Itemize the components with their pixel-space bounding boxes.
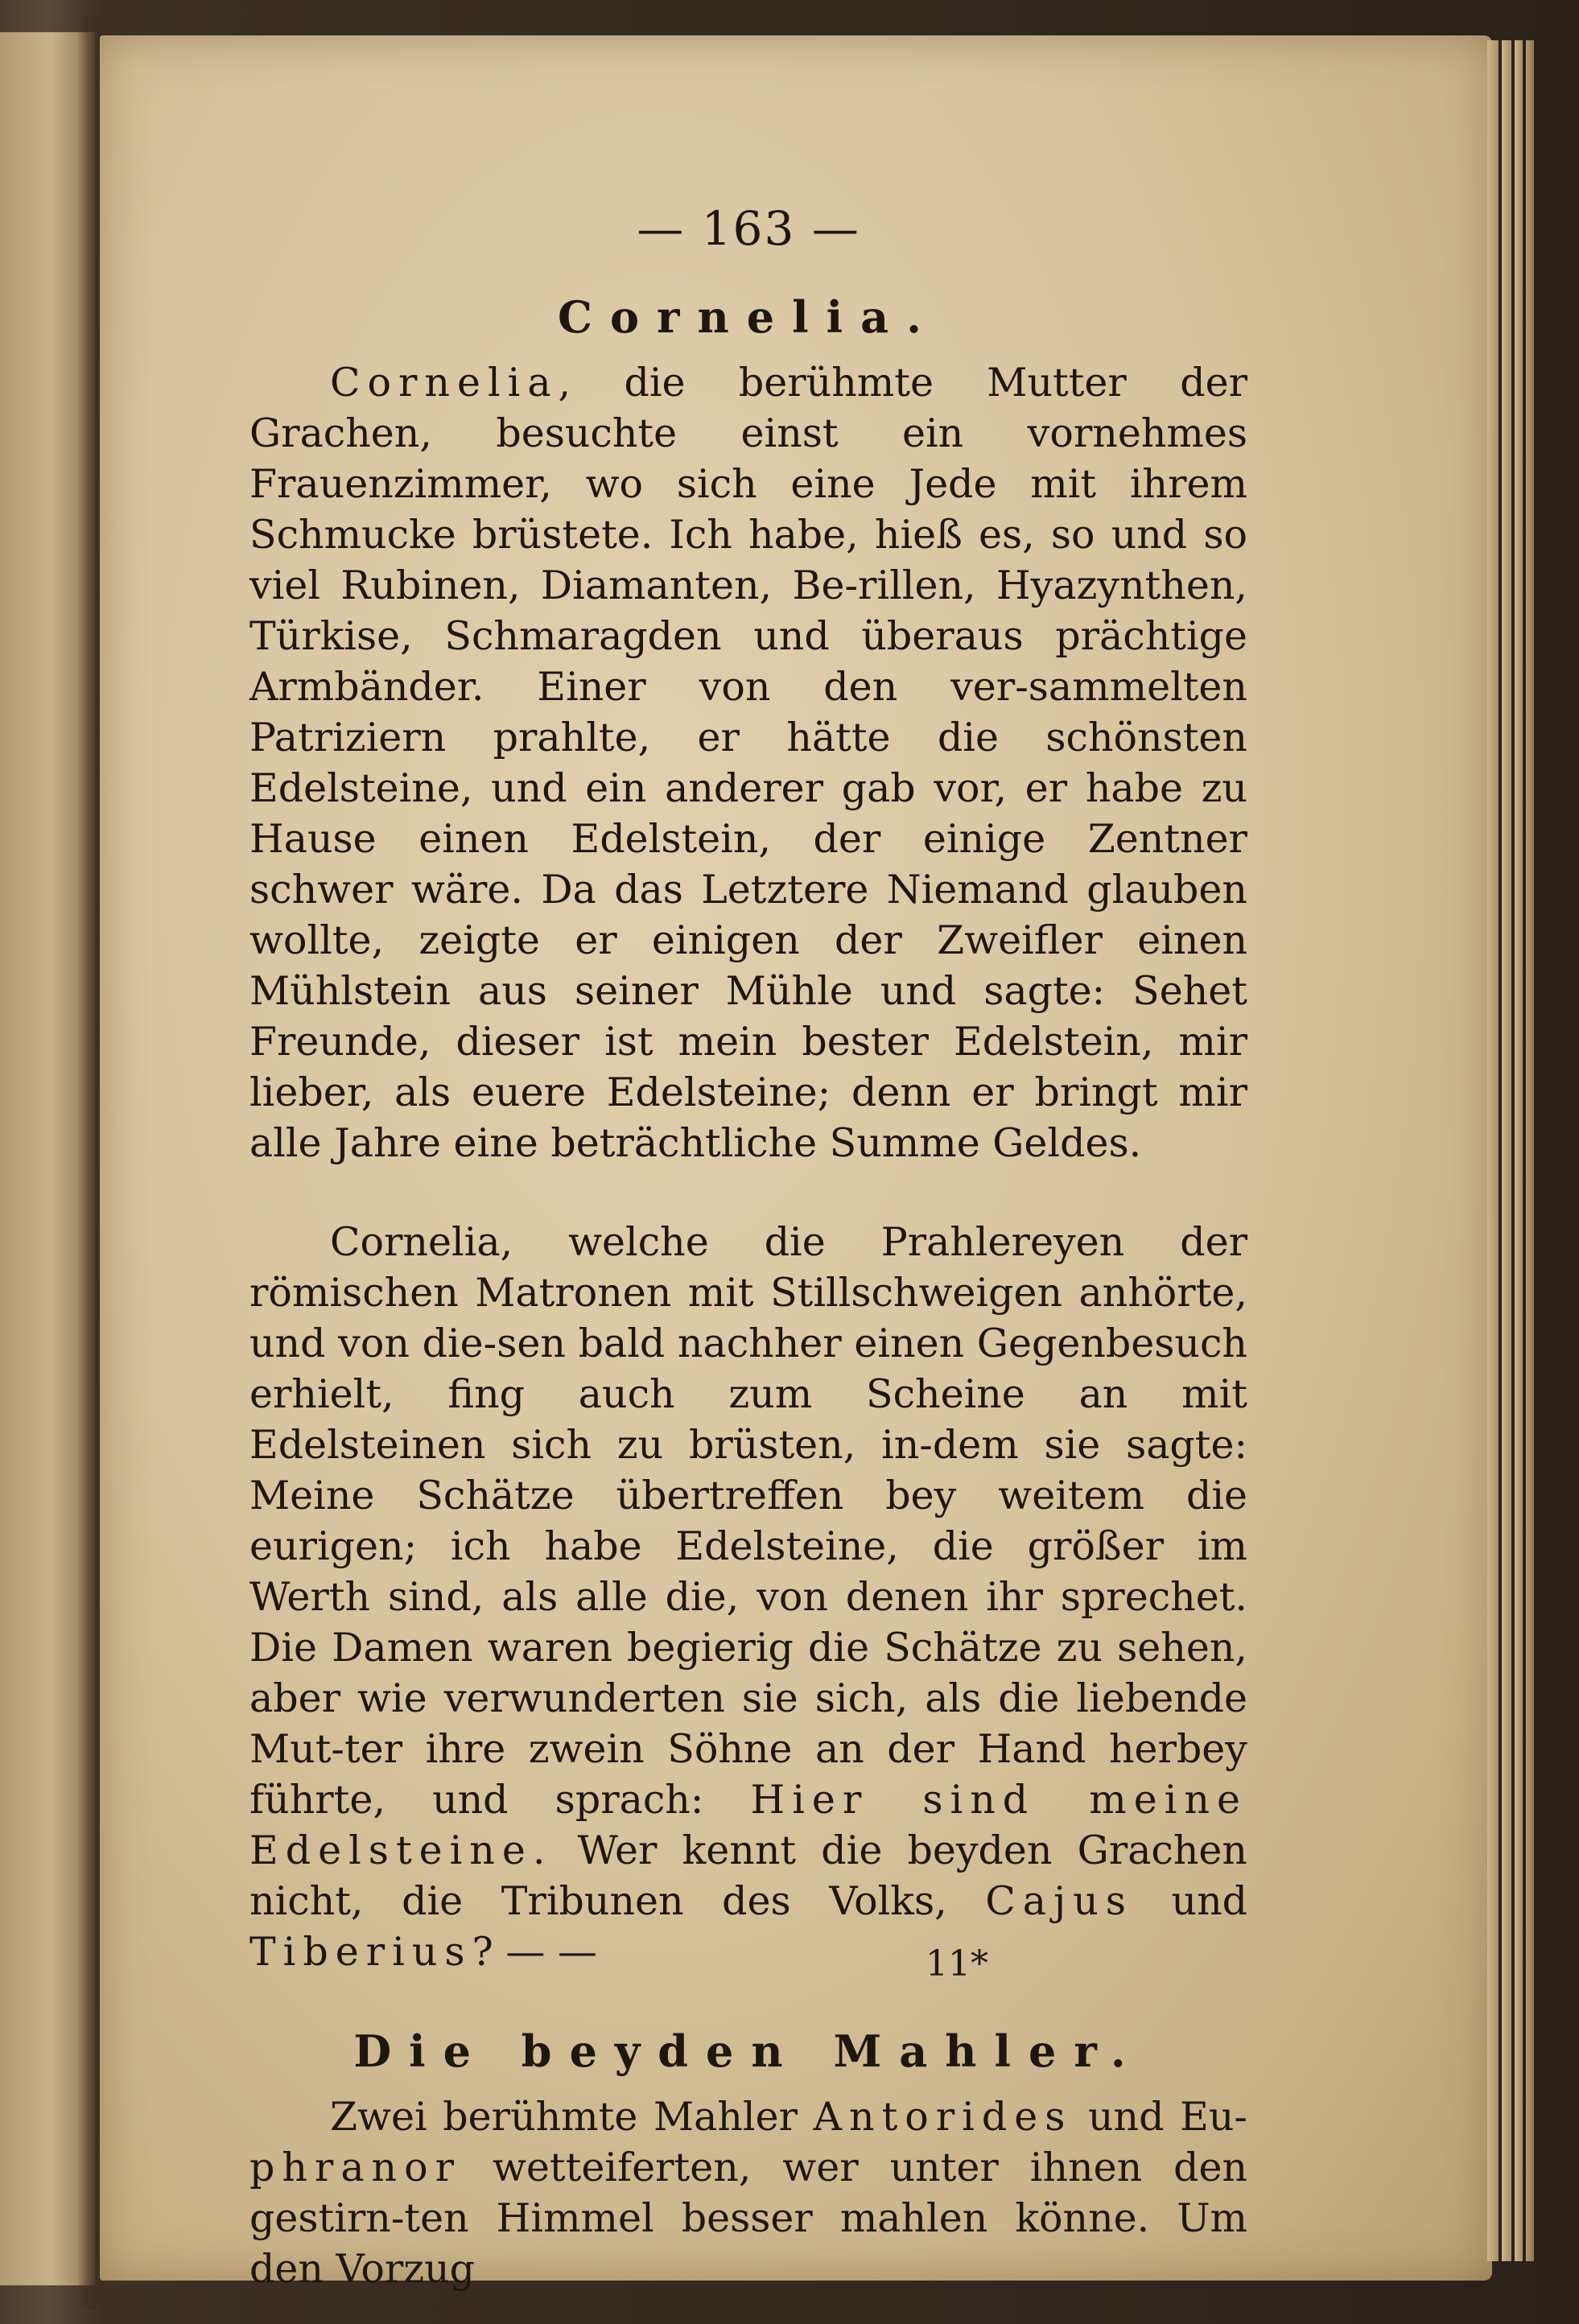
page-edge-stack [1515,40,1523,2261]
text-run: ? — — [472,1929,597,1975]
text-run: Cornelia, welche die Prahlereyen der römischen Matronen mit Stillschweigen anhörte, und von die-sen bald nachher einen Gegenbesuch erhielt, fing auch zum Scheine an mit Edelsteinen sich zu brüsten, in-dem sie sagte: Meine Schätze übertreffen bey weitem die eurigen; ich habe Edelsteine, die größer im Werth sind, als alle die, von denen ihr sprechet. Die Damen waren begierig die Schätze zu sehen, aber wie verwunderten sie sich, als die liebende Mut-ter ihre zwein Söhne an der Hand herbey führte, und sprach: [249,1219,1247,1823]
spaced-emphasis-text: Antorides [813,2094,1073,2140]
section-title-mahler: Die beyden Mahler. [353,2025,1144,2077]
spaced-emphasis-text: phranor [249,2145,462,2190]
text-run: Zwei berühmte Mahler [330,2094,814,2140]
page-text-block [249,201,1247,2294]
page-edge-stack [1502,40,1511,2261]
paragraph [249,2091,1247,2294]
page-number-header: — 163 — [637,201,860,256]
paragraph [249,357,1247,1168]
spaced-emphasis-text: Tiberius [249,1929,472,1975]
section-title-cornelia: Cornelia. [558,291,939,343]
paragraph [249,1217,1247,1977]
text-run: , die berühmte Mutter der Grachen, besuchte einst ein vornehmes Frauenzimmer, wo sich eine Jede mit ihrem Schmucke brüstete. Ich habe, hieß es, so und so viel Rubinen, Diamanten, Be-rillen, Hyazynthen, Türkise, Schmaragden und überaus prächtige Armbänder. Einer von den ver-sammelten Patriziern prahlte, er hätte die schönsten Edelsteine, und ein anderer gab vor, er habe zu Hause einen Edelstein, der einige Zentner schwer wäre. Da das Letztere Niemand glauben wollte, zeigte er einigen der Zweifler einen Mühlstein aus seiner Mühle und sagte: Sehet Freunde, dieser ist mein bester Edelstein, mir lieber, als euere Edelsteine; denn er bringt mir alle Jahre eine beträchtliche Summe Geldes. [249,360,1247,1166]
spaced-emphasis-text: Cajus [985,1878,1133,1924]
page-edge-stack [1487,40,1499,2261]
text-run: wetteiferten, wer unter ihnen den gestirn-ten Himmel besser mahlen könne. Um den Vorzug [249,2145,1247,2292]
catchword: 11* [926,1943,988,1984]
spaced-emphasis-text: Cornelia [330,360,559,406]
page-edge-stack [1526,40,1534,2261]
text-run: und Eu- [1072,2094,1247,2140]
text-run: und [1132,1878,1247,1924]
spaced-emphasis-text: Hier sind meine Edelsteine. [249,1777,1247,1873]
text-run: Wer kennt die beyden Grachen nicht, die Tribunen des Volks, [249,1827,1247,1924]
